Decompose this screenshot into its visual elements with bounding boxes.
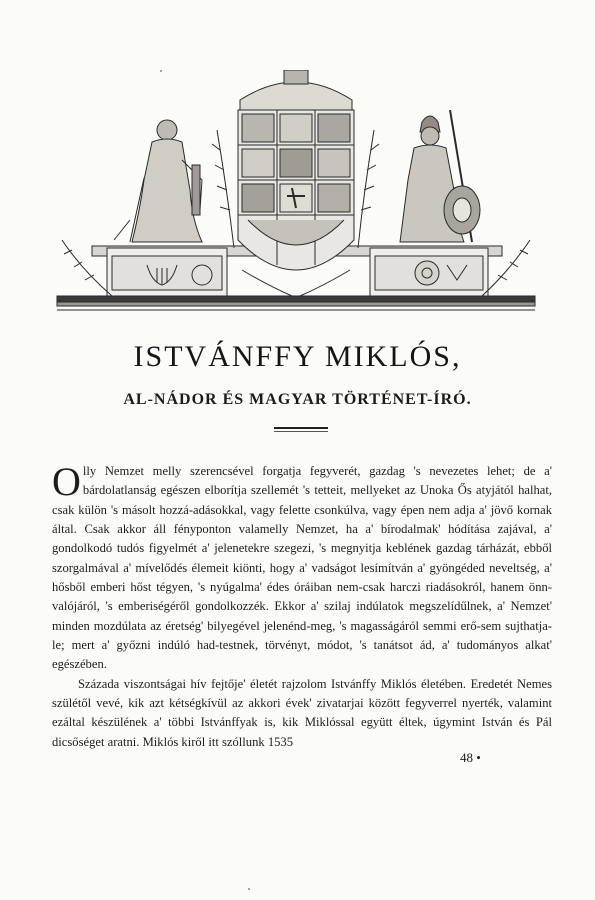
paper-speck	[248, 888, 250, 890]
page-title: ISTVÁNFFY MIKLÓS,	[133, 340, 462, 373]
paragraph-1	[52, 459, 552, 675]
paper-speck	[160, 70, 162, 72]
coat-of-arms-engraving	[52, 70, 540, 320]
paragraph-1-text: lly Nemzet melly szerencsével forgatja fegyverét, gazdag 's nevezetes lehet; de a' bárdolatlanság egészen elborítja szellemét 's tetteit, mellyeket az Unoka Ős atyjától halhat, csak külön 's másolt hozzá-adásokkal, vagy felette csonkúlva, vagy épen nem adja a' jövő kornak által. Csak akkor áll fényponton valamelly Nemzet, ha a' bírodalmak' hódítása zajával, a' gondolkodó tudós figyelmét a' jelenetekre szegezi, 's megnyitja keblének gazdag tárházát, ebből szorgalmával a' mívelődés élemeit kiönti, hogy a' vadságot lesímítván a' gyöngéded neveltség, a' hősből emberi hőst tégyen, 's nyúgalma' édes óráiban nem-csak harczi riadásokról, hanem önn-valójáról, 's emberiségéről gondolkozzék. Ekkor a' szilaj indúlatok megszelídűlnek, a' Nemzet' minden mozdúlata az éretség' bilyegével jelenénd-meg, 's magasságáról semmi erő-sem sujthatja-le; mert a' győzni indúló had-testnek, törvényt, módot, 's tanátsot ád, a' tudományos alkat' egészében.	[52, 464, 552, 672]
left-figure	[114, 120, 202, 242]
body-text	[52, 459, 552, 752]
page-number: 48 •	[460, 750, 481, 765]
paragraph-2: Százada viszontságai hív fejtője' életét rajzolom Istvánffy Miklós életében. Eredetét Nemes szülétől vevé, kik azt kétségkívül az akkori évek' zivatarjai között fegyverrel nyerték, valamint ezáltal készülének a' többi Istvánffyak is, kik Miklóssal együtt éltek, úgymint István és Pál dicsőséget aratni. Miklós kiről itt szóllunk 1535	[52, 676, 552, 749]
title-divider-thin	[274, 431, 328, 432]
shield	[238, 70, 354, 270]
page-subtitle: AL-NÁDOR ÉS MAGYAR TÖRTÉNET-ÍRÓ.	[123, 391, 472, 408]
title-divider	[274, 427, 328, 429]
right-figure	[400, 110, 480, 242]
drop-cap: O	[52, 459, 81, 504]
